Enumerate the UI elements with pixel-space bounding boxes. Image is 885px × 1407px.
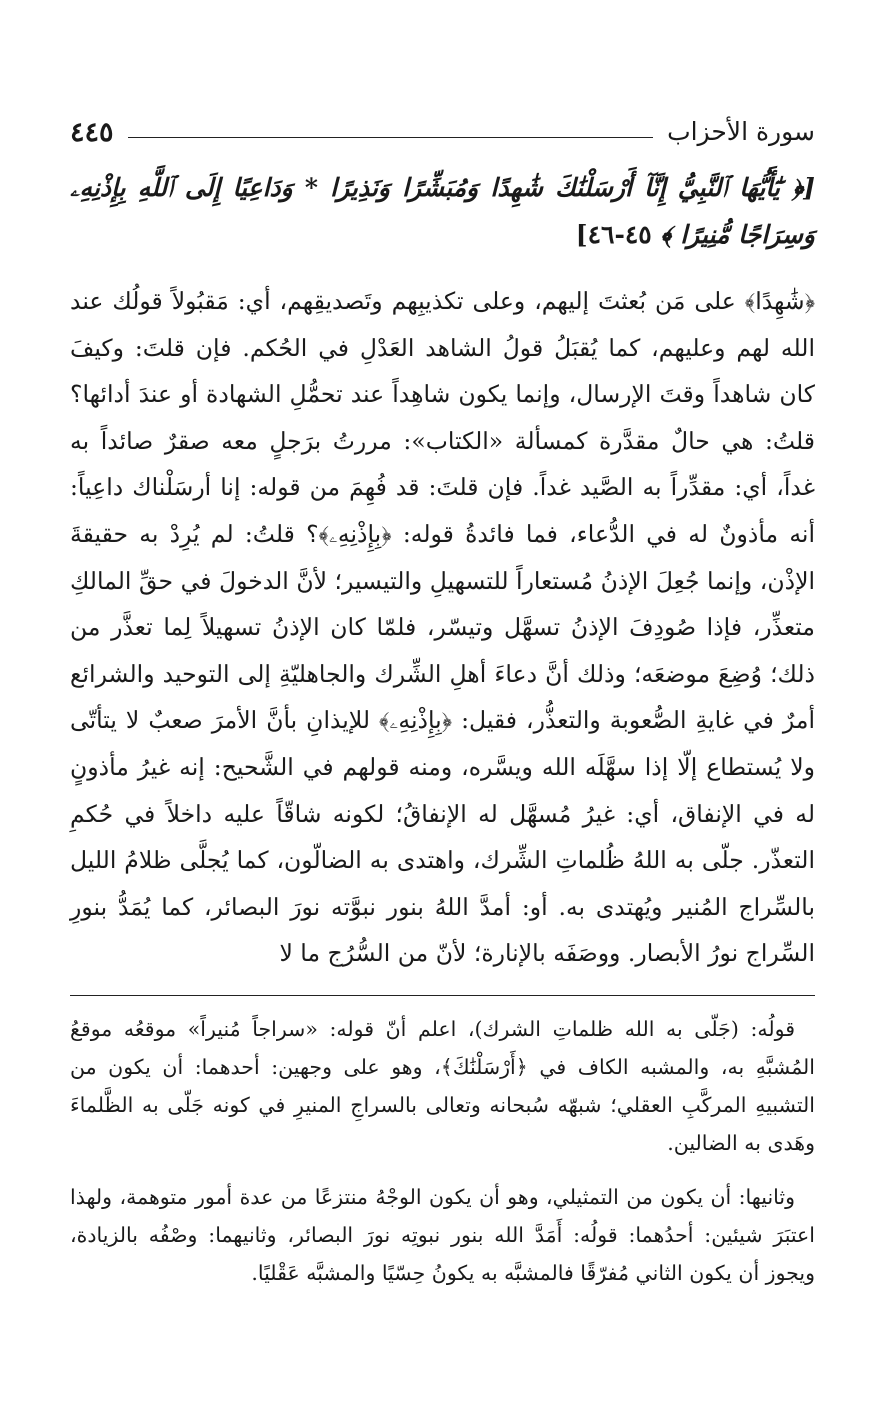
- page-number: ٤٤٥: [70, 117, 114, 148]
- footnotes: [70, 1010, 815, 1292]
- page-header: [70, 100, 815, 150]
- book-page: [70, 100, 815, 1340]
- quran-verse: [70, 164, 815, 258]
- footnote-paragraph: قولُه: (جَلّى به الله ظلماتِ الشرك)، اعلم أنّ قوله: «سراجاً مُنيراً» موقعُه موقعُ المُشبَّهِ به، والمشبه الكاف في ﴿أَرْسَلْنَٰكَ﴾، وهو على وجهين: أحدهما: أن يكون من التشبيهِ المركَّبِ العقلي؛ شبهّه سُبحانه وتعالى بالسراجِ المنيرِ في كونه جَلّى به الظَّلماءَ وهَدى به الضالين.: [70, 1016, 815, 1155]
- surah-title: سورة الأحزاب: [667, 117, 815, 146]
- verse-reference: ٤٥-٤٦]: [575, 220, 652, 249]
- commentary-paragraph: ﴿شَٰهِدًا﴾ على مَن بُعثتَ إليهم، وعلى تكذيبِهم وتَصديقِهم، أي: مَقبُولاً قولُك عند الله لهم وعليهم، كما يُقبَلُ قولُ الشاهد العَدْلِ في الحُكم. فإن قلتَ: وكيفَ كان شاهداً وقتَ الإرسال، وإنما يكون شاهِداً عند تحمُّلِ الشهادة أو عندَ أدائها؟ قلتُ: هي حالٌ مقدَّرة كمسألة «الكتاب»: مررتُ برَجلٍ معه صقرٌ صائداً به غداً، أي: مقدِّراً به الصَّيد غداً. فإن قلتَ: قد فُهِمَ من قوله: إنا أرسَلْناك داعِياً: أنه مأذونٌ له في الدُّعاء، فما فائدةُ قوله: ﴿بِإِذْنِهِۦ﴾؟ قلتُ: لم يُرِدْ به حقيقةَ الإذْن، وإنما جُعِلَ الإذنُ مُستعاراً للتسهيلِ والتيسير؛ لأنَّ الدخولَ في حقِّ المالكِ متعذِّر، فإذا صُودِفَ الإذنُ تسهَّل وتيسّر، فلمّا كان الإذنُ تسهيلاً لِما تعذَّر من ذلك؛ وُضِعَ موضعَه؛ وذلك أنَّ دعاءَ أهلِ الشِّرك والجاهليّةِ إلى التوحيد والشرائع أمرٌ في غايةِ الصُّعوبة والتعذُّر، فقيل: ﴿بِإِذْنِهِۦ﴾ للإيذانِ بأنَّ الأمرَ صعبٌ لا يتأتّى ولا يُستطاع إلّا إذا سهَّلَه الله ويسَّره، ومنه قولهم في الشَّحيح: إنه غيرُ مأذونٍ له في الإنفاق، أي: غيرُ مُسهَّل له الإنفاقُ؛ لكونه شاقّاً عليه داخلاً في حُكمِ التعذّر. جلّى به اللهُ ظُلماتِ الشِّرك، واهتدى به الضالّون، كما يُجلَّى ظلامُ الليل بالسِّراج المُنير ويُهتدى به. أو: أمدَّ اللهُ بنور نبوَّته نورَ البصائر، كما يُمَدُّ بنورِ السِّراج نورُ الأبصار. ووصَفَه بالإنارة؛ لأنّ من السُّرُج ما لا: [70, 287, 815, 968]
- footnote-divider: [70, 995, 815, 996]
- commentary-body: [70, 278, 815, 977]
- footnote-paragraph: وثانيها: أن يكون من التمثيلي، وهو أن يكون الوجْهُ منتزعًا من عدة أمور متوهمة، ولهذا اعتبَرَ شيئين: أحدُهما: قولُه: أَمَدَّ الله بنور نبوتِه نورَ البصائر، وثانيهما: وصْفُه بالزيادة، ويجوز أن يكون الثاني مُفرّقًا فالمشبَّه به يكونُ حِسّيًا والمشبَّه عَقْليًا.: [70, 1184, 815, 1285]
- header-rule: [128, 137, 654, 138]
- verse-text: [﴿ يَٰٓأَيُّهَا ٱلنَّبِيُّ إِنَّآ أَرْسَلْنَٰكَ شَٰهِدًا وَمُبَشِّرًا وَنَذِيرًا * وَدَاعِيًا إِلَى ٱللَّهِ بِإِذْنِهِۦ وَسِرَاجًا مُّنِيرًا ﴾: [70, 173, 815, 249]
